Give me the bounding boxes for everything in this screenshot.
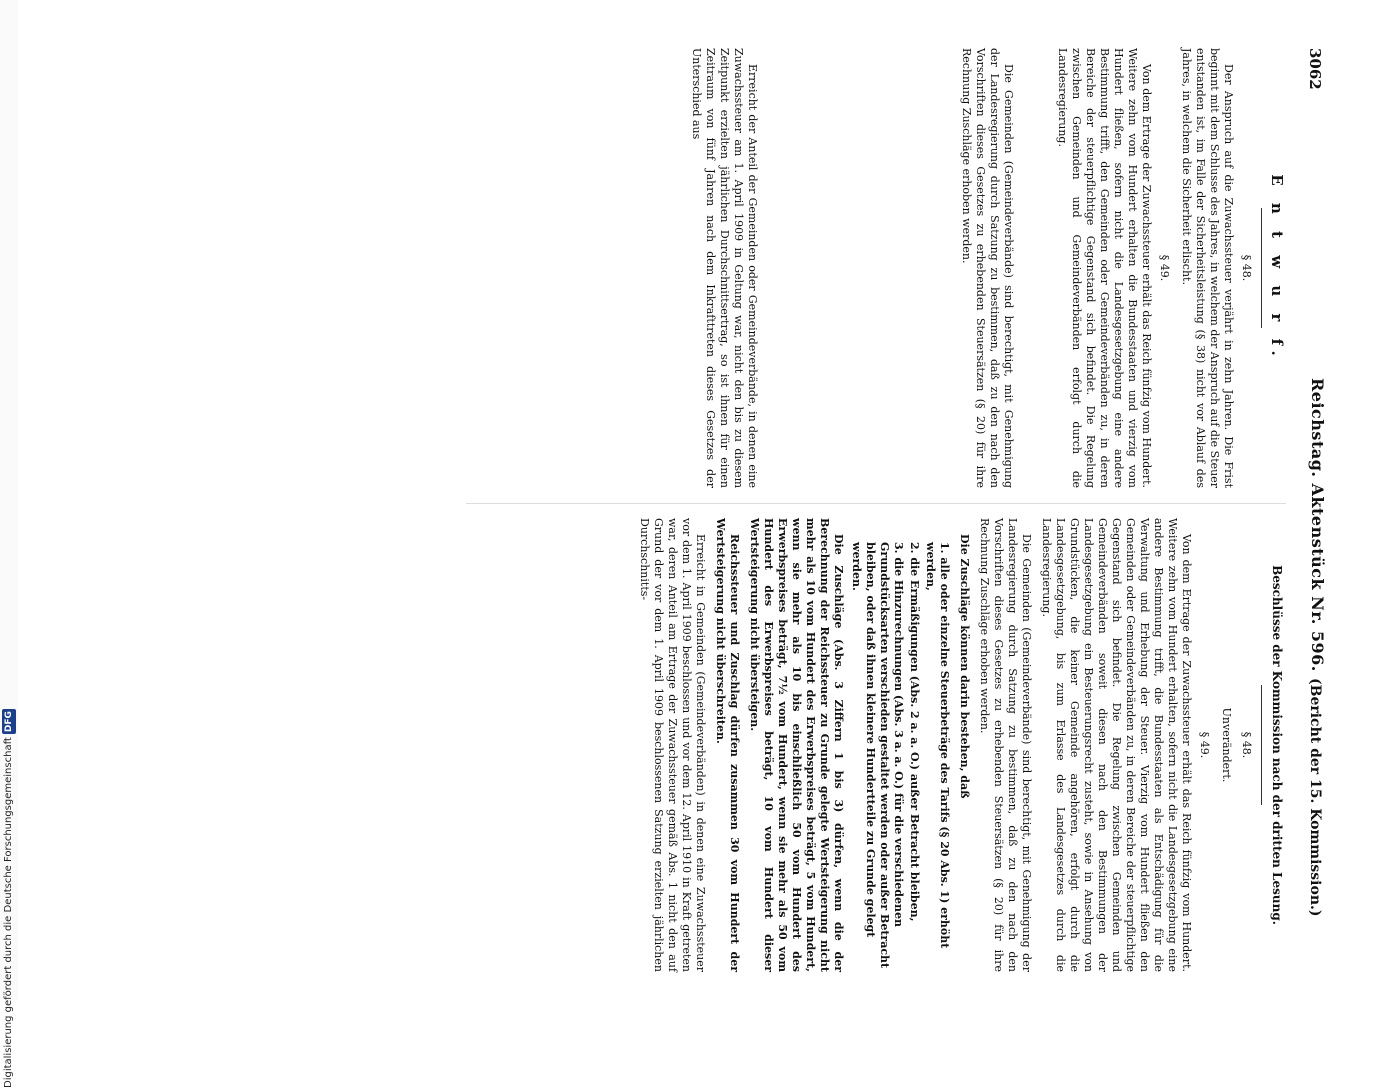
- section-49-paragraph-4: Die Zuschläge (Abs. 3 Ziffern 1 bis 3) dürfen, wenn die der Berechnung der Reichssteuer zu Grunde gelegte Wertsteigerung nicht mehr als 10 vom Hundert des Erwerbspreises beträgt, 5 vom Hundert, wenn sie mehr als 10 bis einschließlich 50 vom Hundert des Erwerbspreises beträgt, 7½ vom Hundert, wenn sie mehr als 50 vom Hundert des Erwerbspreises beträgt, 10 vom Hundert dieser Wertsteigerung nicht übersteigen.: [748, 518, 845, 972]
- funding-text: Digitalisierung gefördert durch die Deutsche Forschungsgemeinschaft: [3, 737, 14, 1088]
- section-48-label: § 48.: [1240, 731, 1253, 759]
- section-49-paragraph-5: Reichssteuer und Zuschlag dürfen zusammen 30 vom Hundert der Wertsteigerung nicht überschreiten.: [714, 518, 741, 972]
- section-49-paragraph-2: Die Gemeinden (Gemeindeverbände) sind berechtigt, mit Genehmigung der Landesregierung durch Satzung zu bestimmen, daß zu den nach den Vorschriften dieses Gesetzes zu erhebenden Steuersätzen (§ 20) für ihre Rechnung Zuschläge erhoben werden.: [960, 48, 1015, 488]
- header-subtitle: (Bericht der 15. Kommission.): [1307, 678, 1323, 917]
- section-49-label: § 49.: [1198, 731, 1211, 759]
- header-title: Reichstag. Aktenstück Nr. 596.: [1308, 378, 1327, 672]
- funding-note: [2, 488, 16, 1088]
- section-49-paragraph-3: Erreicht der Anteil der Gemeinden oder Gemeindeverbände, in denen eine Zuwachssteuer am 1. April 1909 in Geltung war, nicht den bis zu diesem Zeitpunkt erzielten jährlichen Durchschnittsertrag, so ist ihnen für einen Zeitraum von fünf Jahren nach dem Inkrafttreten dieses Gesetzes der Unterschied aus: [690, 48, 759, 488]
- page-number: 3062: [1306, 48, 1324, 90]
- document-page: [72, 48, 1332, 972]
- section-49-paragraph-1: Von dem Ertrage der Zuwachssteuer erhält das Reich fünfzig vom Hundert. Weitere zehn vom Hundert erhalten die Bundesstaaten und vierzig vom Hundert fließen, sofern nicht die Landesgesetzgebung eine andere Bestimmung trifft, den Gemeinden oder Gemeindeverbänden zu, in deren Bereiche der steuerpflichtige Gegenstand sich befindet. Die Regelung zwischen Gemeinden und Gemeindeverbänden erfolgt durch die Landesregierung.: [1056, 48, 1153, 488]
- page-header: [1292, 48, 1332, 972]
- heading-rule: [1261, 208, 1262, 328]
- section-49-label: § 49.: [1158, 254, 1171, 282]
- rotated-content: [72, 48, 1332, 972]
- right-column: [631, 518, 1284, 972]
- right-column-heading: Beschlüsse der Kommission nach der dritten Lesung.: [1270, 565, 1284, 925]
- section-48-text: Unverändert.: [1220, 707, 1233, 783]
- section-49-paragraph-1: Von dem Ertrage der Zuwachssteuer erhält das Reich fünfzig vom Hundert. Weitere zehn vom Hundert erhalten, sofern nicht die Landesgesetzgebung eine andere Bestimmung trifft, die Bundesstaaten als Entschädigung für die Verwaltung und Erhebung der Steuer. Vierzig vom Hundert fließen den Gemeinden oder Gemeindeverbänden zu, in deren Bereiche der steuerpflichtige Gegenstand sich befindet. Die Regelung zwischen Gemeinden und Gemeindeverbänden soweit diesen nach den Bestimmungen der Landesgesetzgebung ein Besteuerungsrecht zusteht, sowie in Ansehung von Grundstücken, die keiner Gemeinde angehören, erfolgt durch die Landesgesetzgebung, bis zum Erlasse des Landesgesetzes durch die Landesregierung.: [1040, 518, 1193, 972]
- section-49-paragraph-2: Die Gemeinden (Gemeindeverbände) sind berechtigt, mit Genehmigung der Landesregierung durch Satzung zu bestimmen, daß zu den nach den Vorschriften dieses Gesetzes zu erhebenden Steuersätzen (§ 20) für ihre Rechnung Zuschläge erhoben werden.: [978, 518, 1033, 972]
- heading-rule: [1261, 685, 1262, 805]
- list-item: 3. die Hinzurechnungen (Abs. 3 a. a. O.) für die verschiedenen Grundstücksarten verschieden gestaltet werden oder außer Betracht bleiben, oder daß ihnen kleinere Hundertteile zu Grunde gelegt werden.: [850, 542, 905, 969]
- dfg-logo: DFG: [4, 711, 14, 733]
- left-column-heading: E n t w u r f.: [1268, 174, 1286, 362]
- section-48-label: § 48.: [1240, 254, 1253, 282]
- column-divider: [466, 503, 1286, 504]
- section-49-paragraph-3: Die Zuschläge können darin bestehen, daß: [958, 534, 971, 799]
- funding-sidebar: [0, 0, 18, 1088]
- section-48-text: Der Anspruch auf die Zuwachssteuer verjährt in zehn Jahren. Die Frist beginnt mit dem Schlusse des Jahres, in welchem der Anspruch auf die Steuer entstanden ist, im Falle der Sicherheitsleistung (§ 38) nicht vor Ablauf des Jahres, in welchem die Sicherheit erlischt.: [1180, 48, 1235, 488]
- section-49-item-list: [849, 542, 951, 972]
- left-column: [683, 48, 1284, 488]
- list-item: 1. alle oder einzelne Steuerbeträge des Tarifs (§ 20 Abs. 1) erhöht werden,: [924, 542, 951, 949]
- list-item: 2. die Ermäßigungen (Abs. 2 a. a. O.) außer Betracht bleiben,: [908, 542, 921, 922]
- section-49-paragraph-6: Erreicht in Gemeinden (Gemeindeverbänden) in denen eine Zuwachssteuer vor dem 1. April 1909 beschlossen und vor dem 12. April 1910 in Kraft getreten war, deren Anteil am Ertrage der Zuwachssteuer gemäß Abs. 1 nicht den auf Grund der vor dem 1. April 1909 beschlossenen Satzung erzielten jährlichen Durchschnitts-: [638, 518, 707, 972]
